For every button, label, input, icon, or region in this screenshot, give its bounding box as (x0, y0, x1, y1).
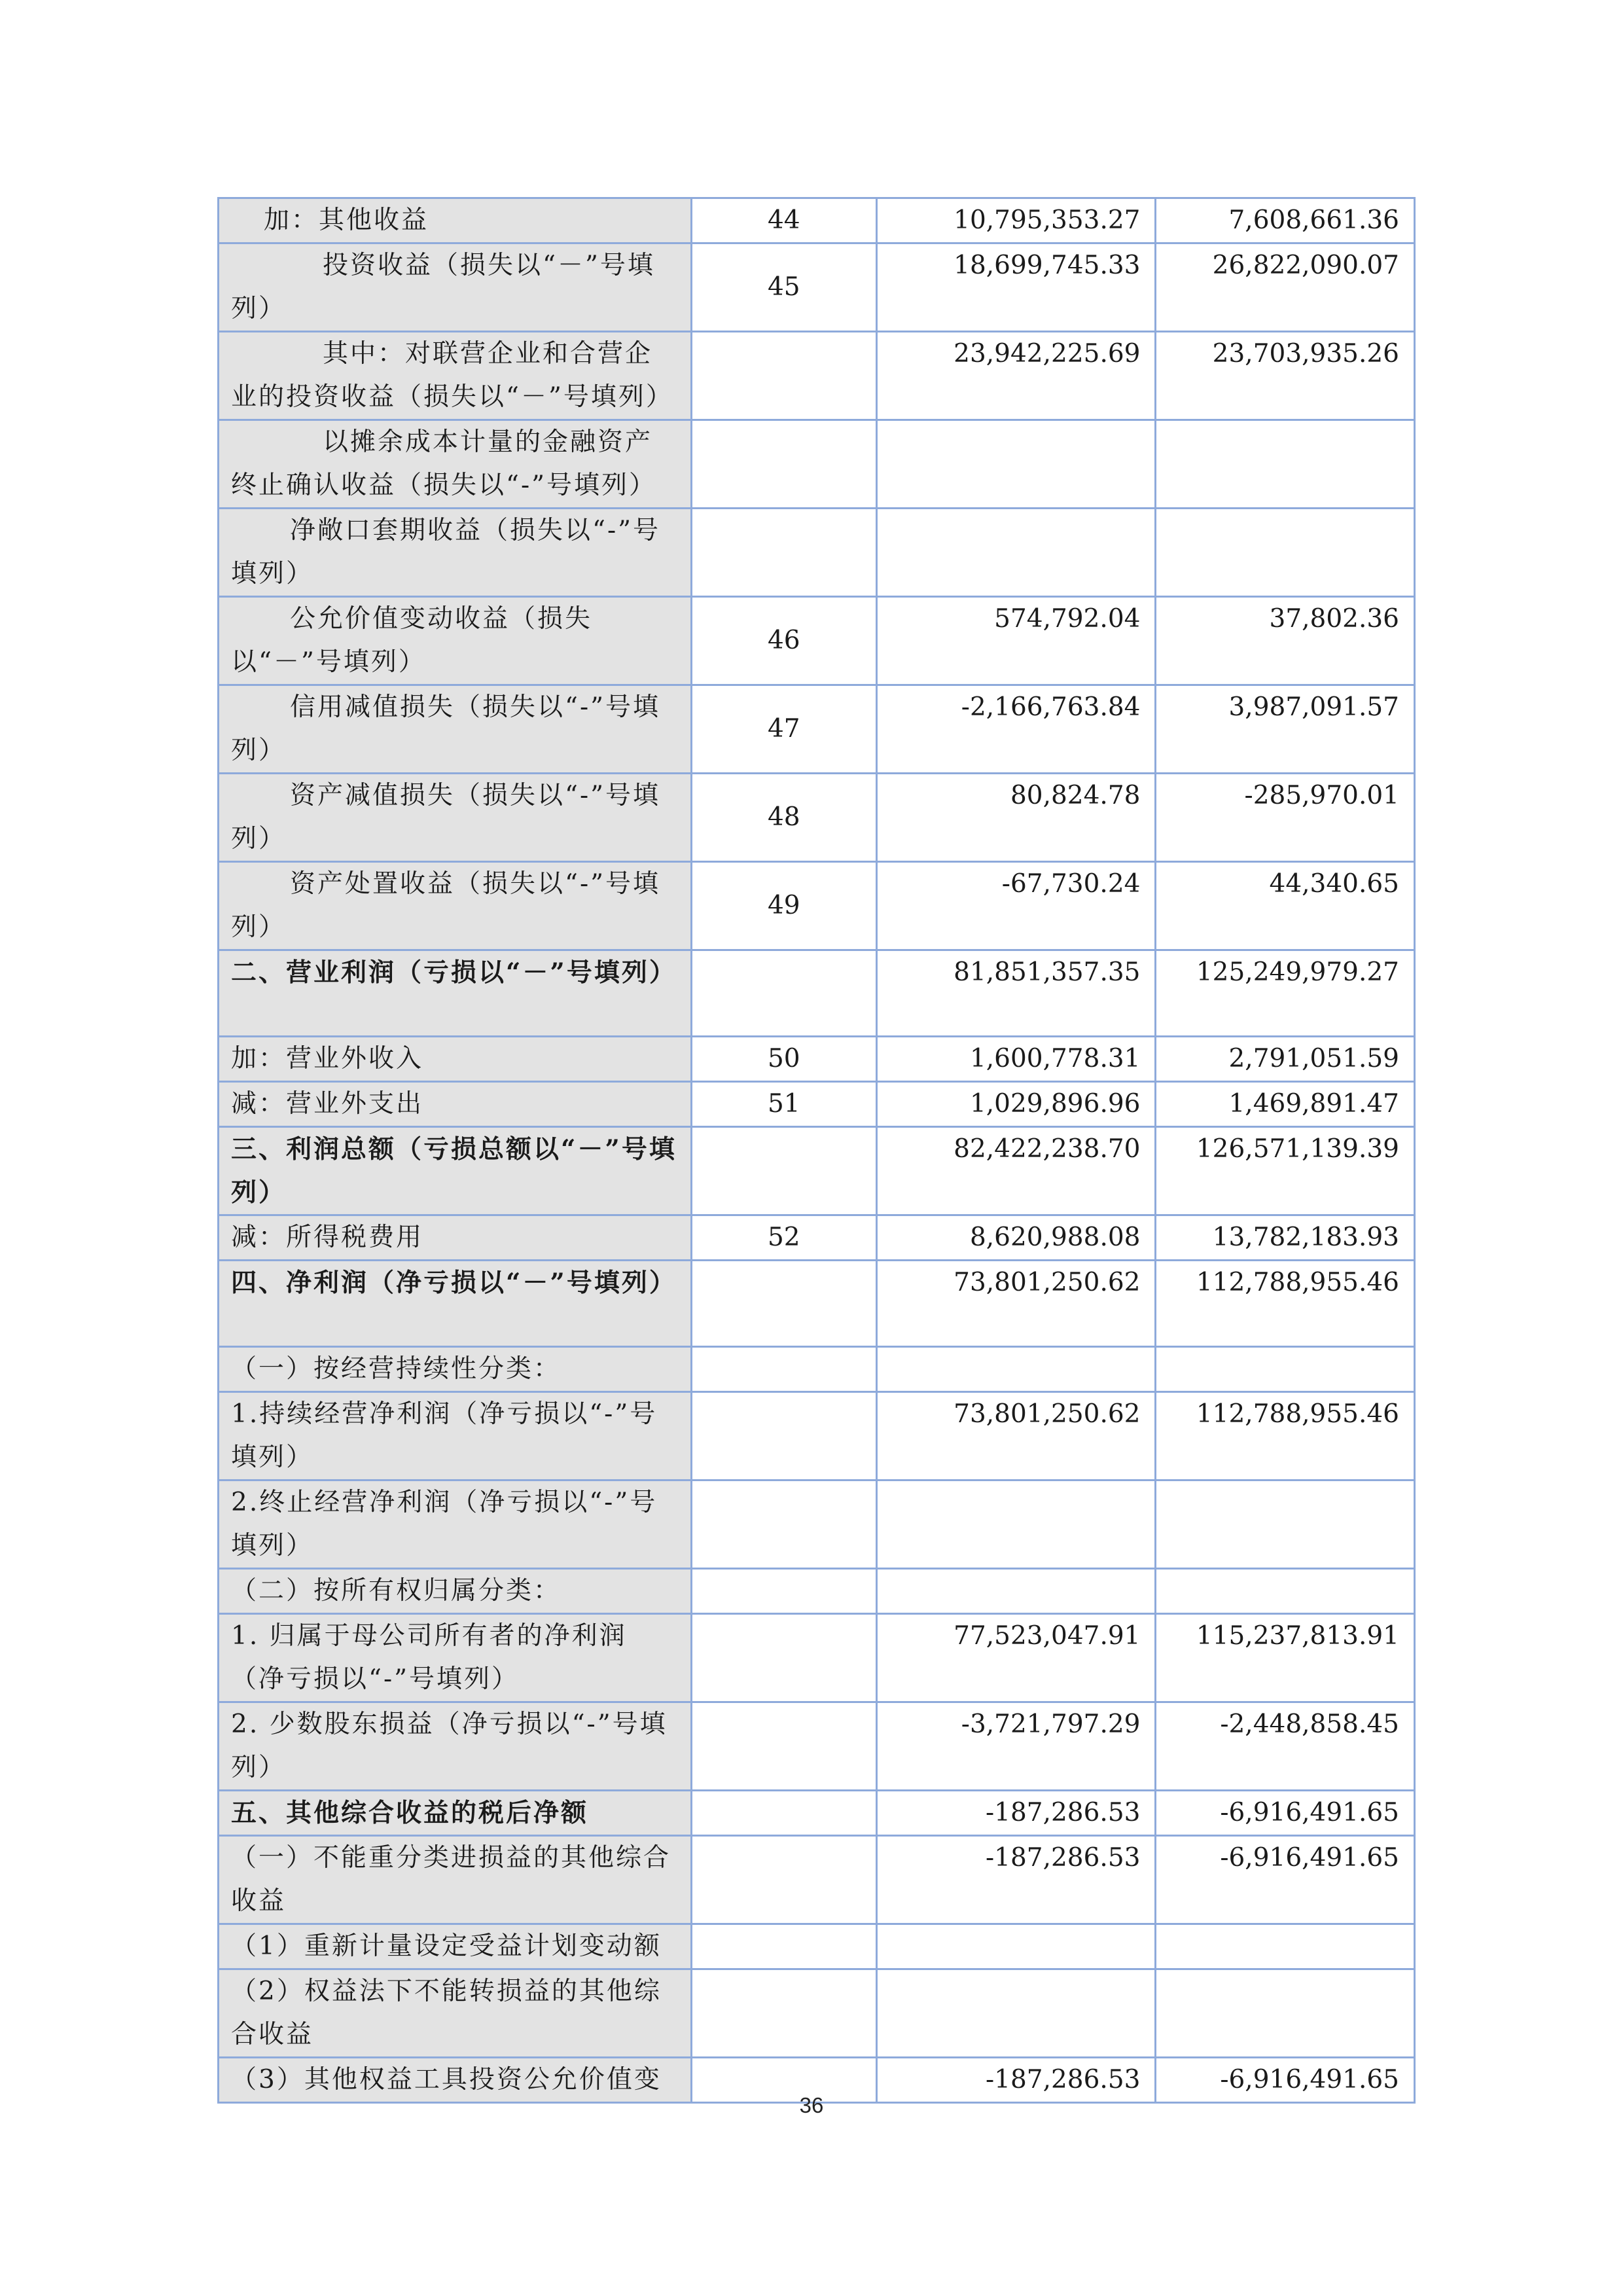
table-row (219, 1261, 1415, 1347)
prior-amount (1156, 1347, 1415, 1392)
note-cell: 50 (691, 1037, 876, 1082)
note-cell (691, 950, 876, 1037)
prior-amount: 125,249,979.27 (1156, 950, 1415, 1037)
item-label: 四、净利润（净亏损以“－”号填列） (219, 1261, 692, 1347)
current-amount: 23,942,225.69 (876, 332, 1156, 420)
note-cell (691, 1347, 876, 1392)
current-amount: 18,699,745.33 (876, 243, 1156, 332)
note-cell: 48 (691, 774, 876, 862)
item-label: 减：营业外支出 (219, 1082, 692, 1127)
current-amount (876, 1347, 1156, 1392)
note-cell: 49 (691, 862, 876, 950)
current-amount (876, 1969, 1156, 2058)
table-row (219, 1791, 1415, 1836)
note-cell (691, 420, 876, 509)
table-row (219, 1924, 1415, 1969)
current-amount: 82,422,238.70 (876, 1127, 1156, 1215)
current-amount: -2,166,763.84 (876, 685, 1156, 774)
item-label: 1. 归属于母公司所有者的净利润（净亏损以“-”号填列） (219, 1614, 692, 1702)
table-row (219, 1127, 1415, 1215)
prior-amount: 23,703,935.26 (1156, 332, 1415, 420)
note-cell: 46 (691, 597, 876, 685)
note-cell (691, 509, 876, 597)
current-amount: 80,824.78 (876, 774, 1156, 862)
note-cell (691, 1480, 876, 1569)
prior-amount (1156, 1480, 1415, 1569)
current-amount: 77,523,047.91 (876, 1614, 1156, 1702)
item-label: 投资收益（损失以“－”号填列） (219, 243, 692, 332)
item-label: （一）不能重分类进损益的其他综合收益 (219, 1836, 692, 1924)
income-statement-table (217, 197, 1416, 2104)
current-amount: 10,795,353.27 (876, 198, 1156, 243)
item-label: 净敞口套期收益（损失以“-”号填列） (219, 509, 692, 597)
current-amount: 73,801,250.62 (876, 1261, 1156, 1347)
prior-amount: -285,970.01 (1156, 774, 1415, 862)
prior-amount (1156, 1569, 1415, 1614)
prior-amount: -6,916,491.65 (1156, 2058, 1415, 2103)
table-row (219, 1347, 1415, 1392)
current-amount: 81,851,357.35 (876, 950, 1156, 1037)
current-amount (876, 1480, 1156, 1569)
current-amount (876, 1569, 1156, 1614)
prior-amount: 13,782,183.93 (1156, 1215, 1415, 1261)
prior-amount: -6,916,491.65 (1156, 1791, 1415, 1836)
table-row (219, 950, 1415, 1037)
note-cell (691, 1614, 876, 1702)
current-amount (876, 509, 1156, 597)
current-amount: -187,286.53 (876, 1791, 1156, 1836)
current-amount: 1,600,778.31 (876, 1037, 1156, 1082)
prior-amount (1156, 1969, 1415, 2058)
item-label: （3）其他权益工具投资公允价值变 (219, 2058, 692, 2103)
prior-amount: -2,448,858.45 (1156, 1702, 1415, 1791)
table-row (219, 1569, 1415, 1614)
current-amount (876, 420, 1156, 509)
table-row (219, 1480, 1415, 1569)
prior-amount: 7,608,661.36 (1156, 198, 1415, 243)
table-row (219, 685, 1415, 774)
current-amount: 8,620,988.08 (876, 1215, 1156, 1261)
prior-amount: 26,822,090.07 (1156, 243, 1415, 332)
current-amount: 73,801,250.62 (876, 1392, 1156, 1480)
current-amount: -187,286.53 (876, 2058, 1156, 2103)
page-number: 36 (799, 2093, 824, 2117)
note-cell (691, 1569, 876, 1614)
item-label: 二、营业利润（亏损以“－”号填列） (219, 950, 692, 1037)
table-row (219, 862, 1415, 950)
table-row (219, 332, 1415, 420)
item-label: 2. 少数股东损益（净亏损以“-”号填列） (219, 1702, 692, 1791)
table-row (219, 774, 1415, 862)
table-row (219, 1836, 1415, 1924)
current-amount: 1,029,896.96 (876, 1082, 1156, 1127)
note-cell: 44 (691, 198, 876, 243)
item-label: 其中：对联营企业和合营企业的投资收益（损失以“－”号填列） (219, 332, 692, 420)
prior-amount (1156, 509, 1415, 597)
note-cell (691, 1392, 876, 1480)
table-row (219, 1215, 1415, 1261)
note-cell (691, 1791, 876, 1836)
item-label: 五、其他综合收益的税后净额 (219, 1791, 692, 1836)
note-cell (691, 1702, 876, 1791)
item-label: （二）按所有权归属分类： (219, 1569, 692, 1614)
table-row (219, 1702, 1415, 1791)
item-label: 资产减值损失（损失以“-”号填列） (219, 774, 692, 862)
note-cell: 47 (691, 685, 876, 774)
item-label: 公允价值变动收益（损失以“－”号填列） (219, 597, 692, 685)
prior-amount: 37,802.36 (1156, 597, 1415, 685)
item-label: 加：其他收益 (219, 198, 692, 243)
table-row (219, 1969, 1415, 2058)
item-label: 资产处置收益（损失以“-”号填列） (219, 862, 692, 950)
note-cell (691, 1836, 876, 1924)
prior-amount: 3,987,091.57 (1156, 685, 1415, 774)
item-label: 减：所得税费用 (219, 1215, 692, 1261)
current-amount: -3,721,797.29 (876, 1702, 1156, 1791)
table-row (219, 198, 1415, 243)
prior-amount: 126,571,139.39 (1156, 1127, 1415, 1215)
note-cell (691, 332, 876, 420)
item-label: 加：营业外收入 (219, 1037, 692, 1082)
prior-amount: 1,469,891.47 (1156, 1082, 1415, 1127)
table-row (219, 1614, 1415, 1702)
prior-amount: 115,237,813.91 (1156, 1614, 1415, 1702)
note-cell (691, 1261, 876, 1347)
item-label: 信用减值损失（损失以“-”号填列） (219, 685, 692, 774)
table-row (219, 243, 1415, 332)
prior-amount: 44,340.65 (1156, 862, 1415, 950)
item-label: 以摊余成本计量的金融资产终止确认收益（损失以“-”号填列） (219, 420, 692, 509)
current-amount (876, 1924, 1156, 1969)
item-label: 1.持续经营净利润（净亏损以“-”号填列） (219, 1392, 692, 1480)
item-label: 2.终止经营净利润（净亏损以“-”号填列） (219, 1480, 692, 1569)
item-label: （一）按经营持续性分类： (219, 1347, 692, 1392)
note-cell (691, 1127, 876, 1215)
prior-amount: 112,788,955.46 (1156, 1392, 1415, 1480)
table-row (219, 597, 1415, 685)
prior-amount: 112,788,955.46 (1156, 1261, 1415, 1347)
note-cell (691, 1969, 876, 2058)
table-row (219, 1392, 1415, 1480)
current-amount: -67,730.24 (876, 862, 1156, 950)
prior-amount: 2,791,051.59 (1156, 1037, 1415, 1082)
item-label: （1）重新计量设定受益计划变动额 (219, 1924, 692, 1969)
note-cell: 45 (691, 243, 876, 332)
item-label: （2）权益法下不能转损益的其他综合收益 (219, 1969, 692, 2058)
item-label: 三、利润总额（亏损总额以“－”号填列） (219, 1127, 692, 1215)
prior-amount (1156, 1924, 1415, 1969)
current-amount: -187,286.53 (876, 1836, 1156, 1924)
note-cell (691, 1924, 876, 1969)
table-row (219, 509, 1415, 597)
prior-amount: -6,916,491.65 (1156, 1836, 1415, 1924)
prior-amount (1156, 420, 1415, 509)
current-amount: 574,792.04 (876, 597, 1156, 685)
table-row (219, 1037, 1415, 1082)
table-row (219, 420, 1415, 509)
table-row (219, 1082, 1415, 1127)
note-cell: 51 (691, 1082, 876, 1127)
note-cell: 52 (691, 1215, 876, 1261)
